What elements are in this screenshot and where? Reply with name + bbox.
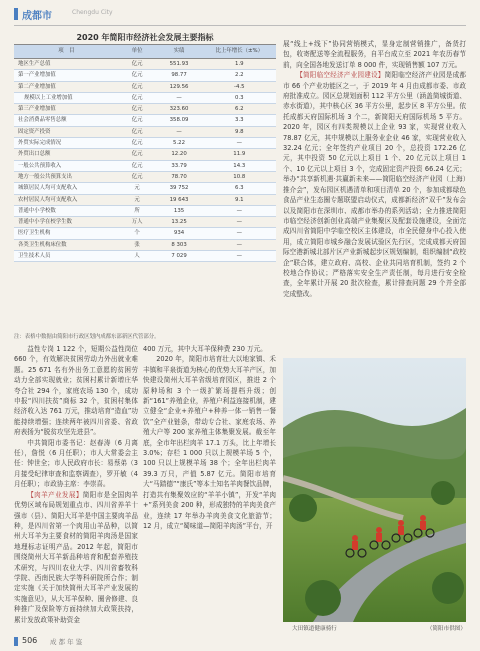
table-row [14, 194, 276, 205]
section-title-en: Chengdu City [72, 9, 113, 16]
row-growth: 2.2 [203, 70, 276, 81]
indicator-table [14, 44, 276, 262]
row-unit: 所 [119, 205, 156, 216]
table-row [14, 126, 276, 137]
row-item: 城镇居民人均可支配收入 [14, 183, 119, 194]
paragraph-text: 简阳临空经济产业园是成都市 66 个产业功能区之一，于 2019 年 4 月由成都市委、市政府批准成立。园区总规划面积 112 平方公里（涵盖简城街道、赤水街道），其中核心区 36 平方公里，起步区 8 平方公里。依托成都天府国际机场 3 个二，新简阳天府国际机场 5 平方。2020 年，园区有四类规模以上企业 93 家，实现营业收入 78.87 亿元，其中规模以上服务业企业 46 家，实现营业收入 32.24 亿元；全年签约产业项目 20 个，总投资 172.26 亿元，其中投资 50 亿元以上项目 1 个、20 亿元以上项目 1 个、10 亿元以上项目 3 个，完成固定资产投资 66.24 亿元；举办“共享新机遇·共赢新未来——简阳临空经济产业园（上海）推介会”，发布园区机遇清单和项目清单 20 个，参加成都绿色食品产业生态圈专题联盟启动仪式，成都新经济“双千”发布会以及简阳市在深圳市、成都市举办的系列活动；全力推进简阳市临空经济创新创业高端产业集聚区及配套设施建设，全面完成四川省简阳中学临空校区主体建设，市全民健身中心投入使用，成立简阳市城乡融合发展试验区先行区，完成成都天府国际空港新城北部片区产业新城起步区规划编制，组织编制“政校企”联合体，建立政府、高校、企业共同培育机制，签约 2 个校地合作协议；严格落实安全生产责任制，每月进行安全检查，全年累计开展 20 批次检查，累计排查问题 29 个并全部完成整改。 [283, 71, 467, 298]
row-value: 39 752 [155, 183, 202, 194]
table-header-unit: 单位 [119, 45, 156, 59]
row-unit: 亿元 [119, 92, 156, 103]
row-unit: 亿元 [119, 126, 156, 137]
row-item: 普通中小学在校学生数 [14, 217, 119, 228]
row-item: 地区生产总值 [14, 59, 119, 70]
table-title: 2020 年简阳市经济社会发展主要指标 [76, 33, 214, 42]
table-row [14, 183, 276, 194]
row-value: 323.60 [155, 104, 202, 115]
table-row [14, 205, 276, 216]
table-row [14, 160, 276, 171]
table-row [14, 59, 276, 70]
section-title: 成都市 [22, 11, 52, 22]
paragraph: 中共简阳市委书记：赵春涛（6 月离任），詹悦（6 月任职）；市人大常委会主任：钟世全；市人民政府市长：易蔡弟（3 月接受纪律审查和监察调查），罗开敏（4 月任职）；市政协主席：李崇喜。 [14, 438, 138, 489]
table-row [14, 115, 276, 126]
row-growth: — [203, 228, 276, 239]
row-item: 各类卫生机构床位数 [14, 239, 119, 250]
row-unit: 亿元 [119, 104, 156, 115]
row-value: 358.09 [155, 115, 202, 126]
table-header-growth: 比上年增长（±%） [203, 45, 276, 59]
paragraph-text: 简阳市是全国肉羊优势区域布局规划重点市、四川省养羊十强市（县）、简阳大耳羊是中国主要肉羊品种，是四川省第一个肉用山羊品种，以简州大耳羊为主要食材的简阳羊肉汤是国家地理标志证明产品。2012 年起，简阳市围绕简州大耳羊新品种培育和配套养殖技术研究，与四川农业大学、四川省畜牧科学院、西南民族大学等科研院所合作；制定实施《关于加快简州大耳羊产业发展的实施意见》，从大耳羊保种、圈舍修建、良种推广及保险等方面持续加大政策扶持，累计发放政策补助资金 [14, 490, 139, 624]
paragraph [283, 70, 466, 299]
row-value: 98.77 [155, 70, 202, 81]
row-growth: — [203, 205, 276, 216]
table-row [14, 81, 276, 92]
text-column-2 [143, 344, 276, 531]
paragraph [14, 490, 138, 625]
row-item: 外贸实际完成情况 [14, 138, 119, 149]
table-note: 注：表格中数据由简阳市行政区划内成都东部新区代管部分。 [14, 334, 160, 340]
photo-credit: （简阳市供图） [426, 626, 466, 632]
row-growth: 9.8 [203, 126, 276, 137]
row-item: 第一产业增加值 [14, 70, 119, 81]
yearbook-name: 成 都 年 鉴 [50, 638, 83, 646]
table-row [14, 228, 276, 239]
row-growth: 6.3 [203, 183, 276, 194]
row-value: 135 [155, 205, 202, 216]
paragraph: 展“线上+线下”协同营销模式，显身定制营销推广，备货打包，收寄配送等全流程服务，自平台成立至 2021 年农历春节前，向全国各地发送订单 8 000 件，实现销售额 107 万元。 [283, 40, 466, 69]
row-growth: — [203, 251, 276, 262]
row-growth: 3.3 [203, 115, 276, 126]
section-heading-sheep: 【肉羊产业发展】 [27, 490, 83, 499]
row-unit: 元 [119, 194, 156, 205]
row-value: 551.93 [155, 59, 202, 70]
row-item: 普通中小学校数 [14, 205, 119, 216]
page-footer [14, 636, 466, 648]
row-unit: 亿元 [119, 138, 156, 149]
row-item: 卫生技术人员 [14, 251, 119, 262]
header-color-block [14, 8, 18, 20]
row-item: 医疗卫生机构 [14, 228, 119, 239]
footer-color-block [14, 637, 18, 646]
row-value: 78.70 [155, 171, 202, 182]
row-growth: 0.3 [203, 92, 276, 103]
row-value: 129.56 [155, 81, 202, 92]
page-header [14, 3, 466, 29]
row-growth: 6.2 [203, 104, 276, 115]
row-value: 13.25 [155, 217, 202, 228]
row-item: 第二产业增加值 [14, 81, 119, 92]
row-unit: 元 [119, 183, 156, 194]
table-row [14, 239, 276, 250]
row-unit: 亿元 [119, 81, 156, 92]
page-number: 506 [22, 636, 38, 645]
row-growth: 1.9 [203, 59, 276, 70]
row-value: 8 303 [155, 239, 202, 250]
row-item: 一般公共预算收入 [14, 160, 119, 171]
table-row [14, 251, 276, 262]
row-value: 33.79 [155, 160, 202, 171]
header-divider [14, 25, 466, 26]
table-row [14, 104, 276, 115]
text-column-1 [14, 344, 138, 625]
table-row [14, 217, 276, 228]
row-growth: 14.3 [203, 160, 276, 171]
row-unit: 亿元 [119, 160, 156, 171]
row-item: 社会消费品零售总额 [14, 115, 119, 126]
row-value: 5.22 [155, 138, 202, 149]
row-value: 7 029 [155, 251, 202, 262]
cycling-photo-illustration [283, 358, 466, 622]
table-row [14, 171, 276, 182]
row-unit: 个 [119, 228, 156, 239]
row-growth: — [203, 138, 276, 149]
table-header-row [14, 45, 276, 59]
table-header-item: 项 目 [14, 45, 119, 59]
row-item: 外贸出口总额 [14, 149, 119, 160]
table-row [14, 149, 276, 160]
table-row [14, 70, 276, 81]
row-unit: 人 [119, 251, 156, 262]
row-item: 规模以上工业增加值 [14, 92, 119, 103]
row-value: 934 [155, 228, 202, 239]
row-value: — [155, 126, 202, 137]
row-growth: 10.8 [203, 171, 276, 182]
text-column-3 [283, 39, 466, 299]
table-header-value: 实绩 [155, 45, 202, 59]
row-growth: — [203, 217, 276, 228]
row-unit: 亿元 [119, 70, 156, 81]
cycling-photo [283, 358, 466, 622]
paragraph: 2020 年，简阳市培育壮大以地家镇、禾丰镇和平泉街道为核心的优势大耳羊产区，加快建设简州大耳羊省级培育园区，推进 2 个原种场和 3 个一级扩繁场提档升级；创新“161”养殖企业，养殖户利益连接机制，建立健全“企业+养殖户+种养一体一销售一餐饮”全产业链条，带动专合社、家庭农场、养殖大户等 200 家养殖主体集聚发展。截至年底，全市年出栏肉羊 17.1 万头，比上年增长 3.0%；存栏 1 000 只以上规模羊场 5 个，100 只以上规模羊场 38 个；全年出栏肉羊 39.3 万只，产值 5.87 亿元。简阳市培育大“马踏德”“康氏”等本土知名羊肉餐饮品牌，打造共有集聚效应的“羊羊小镇”，开发“羊肉+”系列美食 200 种，形成独特的羊肉美食产业，连续 17 年举办羊肉美食文化旅游节；12 月，成立“蜀味道—简阳羊肉汤”平台，开 [143, 355, 276, 530]
row-item: 地方一般公共预算支出 [14, 171, 119, 182]
row-item: 固定资产投资 [14, 126, 119, 137]
row-item: 第三产业增加值 [14, 104, 119, 115]
row-unit: 万人 [119, 217, 156, 228]
row-value: — [155, 92, 202, 103]
paragraph: 益性专岗 1 122 个，短期公益性岗位 660 个，有效解决贫困劳动力外出就业难题。25 671 名有外出务工意愿的贫困劳动力全部实现就业；贫困村累计新增庄华夸合社 294 个，家庭农场 130 个，成功申报“四川扶贫”商标 32 个，贫困村集体经济收入达 761 万元，推动培育“造血”功能持续增强；连续两年被四川省委、省政府表扬为“脱贫攻坚先进县”。 [14, 345, 138, 437]
row-unit: 亿元 [119, 115, 156, 126]
row-growth: -4.5 [203, 81, 276, 92]
row-growth: — [203, 239, 276, 250]
row-unit: 亿元 [119, 171, 156, 182]
photo-caption: 大田镇道健康骑行 [292, 626, 337, 632]
table-row [14, 92, 276, 103]
row-unit: 亿元 [119, 59, 156, 70]
row-unit: 张 [119, 239, 156, 250]
paragraph: 400 万元，其中大耳羊保种费 230 万元。 [143, 345, 267, 353]
row-value: 19 643 [155, 194, 202, 205]
section-heading-airport: 【简阳临空经济产业园建设】 [296, 71, 385, 80]
row-unit: 亿元 [119, 149, 156, 160]
row-growth: 9.1 [203, 194, 276, 205]
table-row [14, 138, 276, 149]
row-growth: 11.9 [203, 149, 276, 160]
row-value: 12.20 [155, 149, 202, 160]
row-item: 农村居民人均可支配收入 [14, 194, 119, 205]
